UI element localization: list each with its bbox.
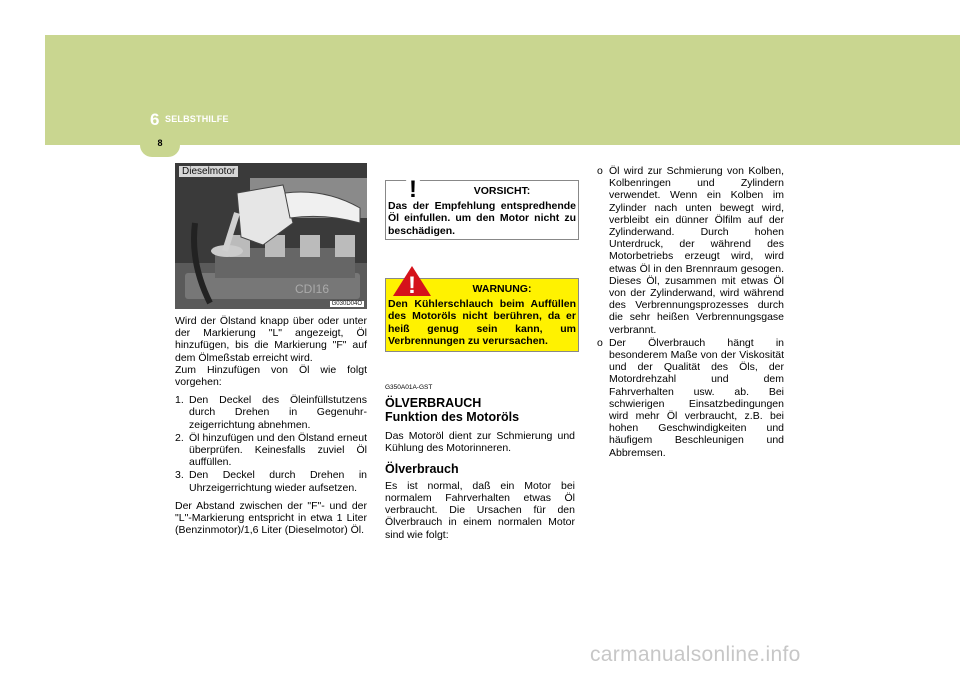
svg-text:!: ! <box>409 176 417 201</box>
figure-code: G030D04O <box>331 301 362 307</box>
list-item: 3. Den Deckel durch Drehen in Uhrzeigerrichtung wieder aufsetzen. <box>175 469 367 494</box>
intro-paragraph: Wird der Ölstand knapp über oder unter der Markierung "L" angezeigt, Öl hinzufügen, bis die Markierung "F" auf dem Ölmeßstab erreicht wird. <box>175 315 367 364</box>
intro-paragraph-2: Zum Hinzufügen von Öl wie folgt vorgehen: <box>175 363 367 389</box>
warning-title: WARNUNG: <box>472 283 532 295</box>
engine-oil-fill-drawing <box>175 163 367 309</box>
warning-body: Den Kühlerschlauch beim Auffüllen des Motoröls nicht berühren, da er heiß genug sein kann, um Verbrennungen zu verursachen. <box>388 298 576 347</box>
figure-label: Dieselmotor <box>179 166 238 177</box>
reasons-list <box>597 165 784 459</box>
section-heading <box>385 396 575 424</box>
caution-title: VORSICHT: <box>473 185 531 197</box>
caution-box <box>385 176 579 240</box>
header-band <box>45 35 960 145</box>
engine-illustration <box>175 163 367 309</box>
list-item: o Öl wird zur Schmierung von Kolben, Kolbenringen und Zylindern verwendet. Wenn ein Kolben im Zylinder nach unten bewegt wird, verbleibt ein dünner Ölfilm auf der Zylinderwand. Durch hohen Unterdruck, der während des Motorbetriebs erzeugt wird, wird etwas Öl in den Brennraum gesogen. Dieses Öl, zusammen mit etwas Öl von der Zylinderwand, wird während des Verbrennungsprozesses durch die sehr heißen Verbrennungsgase verbrannt. <box>597 165 784 336</box>
column-right <box>597 165 784 460</box>
subsection-heading: Ölverbrauch <box>385 461 459 476</box>
list-item: 1. Den Deckel des Öleinfüllstutzens durch Drehen in Gegenuhr-zeigerrichtung abnehmen. <box>175 394 367 431</box>
page-tab <box>140 135 180 157</box>
column-middle <box>385 382 575 547</box>
section-heading-line1: ÖLVERBRAUCH <box>385 396 482 411</box>
section-code: G350A01A-GST <box>385 384 433 391</box>
page-number: 8 <box>157 138 163 148</box>
svg-text:CDI16: CDI16 <box>295 282 330 296</box>
caution-body: Das der Empfehlung entspredhende Öl einfullen. um den Motor nicht zu beschädigen. <box>388 200 576 237</box>
steps-list <box>175 394 367 494</box>
list-item: o Der Ölverbrauch hängt in besonderem Maße von der Viskosität und der Qualität des Öls, der Motordrehzahl und dem Fahrverhalten usw. ab. Bei schwierigen Einsatzbedingungen wird mehr Öl verbraucht, z.B. bei hohen Geschwindigkeiten und häufigem Beschleunigen und Abbremsen. <box>597 336 784 459</box>
consumption-paragraph: Es ist normal, daß ein Motor bei normalem Fahrverhalten etwas Öl verbraucht. Die Ursachen für den Ölverbrauch in einem normalen Motor sind wie folgt: <box>385 479 575 541</box>
svg-text:!: ! <box>408 272 416 297</box>
warning-box <box>385 272 579 352</box>
function-paragraph: Das Motoröl dient zur Schmierung und Kühlung des Motorinneren. <box>385 430 575 455</box>
closing-paragraph: Der Abstand zwischen der "F"- und der "L"-Markierung entspricht in etwa 1 Liter (Benzinmotor)/1,6 Liter (Dieselmotor) Öl. <box>175 499 367 537</box>
section-heading-line2: Funktion des Motoröls <box>385 410 520 425</box>
column-left <box>175 315 367 542</box>
list-item: 2. Öl hinzufügen und den Ölstand erneut überprüfen. Keinesfalls zuviel Öl auffüllen. <box>175 431 367 469</box>
watermark-text: carmanualsonline.info <box>590 643 801 666</box>
chapter-title: SELBSTHILFE <box>165 114 229 124</box>
chapter-number: 6 <box>150 110 160 129</box>
